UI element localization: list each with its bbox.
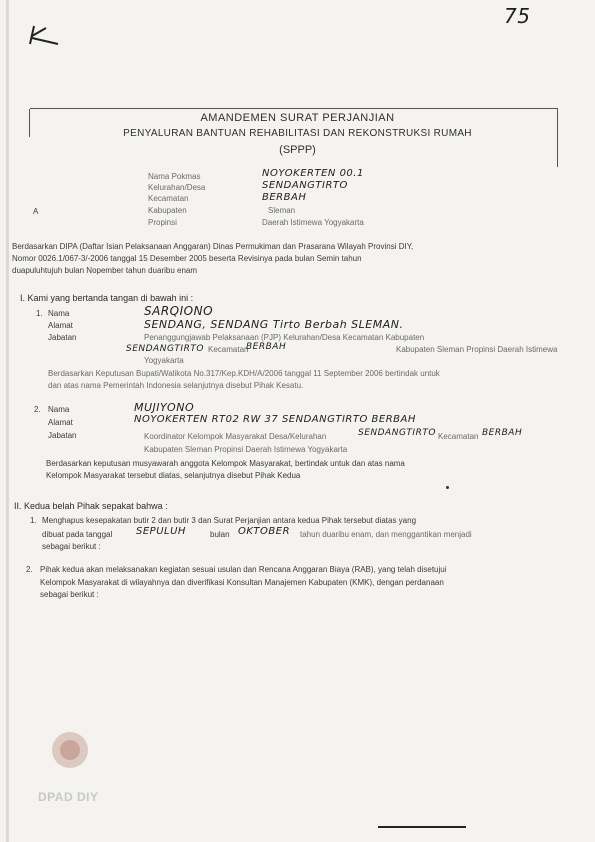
label-nama-pokmas: Nama Pokmas bbox=[148, 172, 201, 181]
party-1-label-jabatan: Jabatan bbox=[48, 333, 77, 342]
item-1-date-month: OKTOBER bbox=[238, 526, 291, 537]
handwritten-check-mark bbox=[24, 20, 64, 50]
party-2-label-jabatan: Jabatan bbox=[48, 431, 77, 440]
party-2-jabatan-desa: SENDANGTIRTO bbox=[358, 428, 436, 438]
party-2-jabatan-line-1: Koordinator Kelompok Masyarakat Desa/Kelurahan bbox=[144, 432, 327, 441]
value-propinsi: Daerah Istimewa Yogyakarta bbox=[262, 218, 364, 227]
party-2-number: 2. bbox=[34, 405, 41, 414]
preamble-line-2: Nomor 0026.1/067-3/-2006 tanggal 15 Desember 2005 beserta Revisinya pada bulan Semin tahun bbox=[12, 254, 362, 263]
item-1-line-1: Menghapus kesepakatan butir 2 dan butir 3 dan Surat Perjanjian antara kedua Pihak tersebut diatas yang bbox=[42, 516, 417, 525]
party-2-jabatan-kecamatan-label: Kecamatan bbox=[438, 432, 479, 441]
party-1-basis-line-1: Berdasarkan Keputusan Bupati/Walikota No.317/Kep.KDH/A/2006 tanggal 11 September 2006 bertindak untuk bbox=[48, 369, 440, 378]
watermark: DPAD DIY bbox=[38, 790, 99, 804]
value-kabupaten: Sleman bbox=[268, 206, 296, 215]
title-line-1: AMANDEMEN SURAT PERJANJIAN bbox=[200, 112, 395, 124]
party-2-name: MUJIYONO bbox=[134, 401, 195, 414]
item-1-date-day: SEPULUH bbox=[136, 526, 186, 537]
item-1-number: 1. bbox=[30, 516, 37, 525]
scan-edge bbox=[6, 0, 9, 842]
party-2-label-nama: Nama bbox=[48, 405, 70, 414]
preamble-line-1: Berdasarkan DIPA (Daftar Isian Pelaksanaan Anggaran) Dinas Permukiman dan Prasarana Wilayah Provinsi DIY, bbox=[12, 242, 414, 251]
party-2-jabatan-line-2: Kabupaten Sleman Propinsi Daerah Istimewa Yogyakarta bbox=[144, 445, 348, 454]
label-propinsi: Propinsi bbox=[148, 218, 177, 227]
preamble-line-3: duapuluhtujuh bulan Nopember tahun duaribu enam bbox=[12, 266, 198, 275]
party-2-jabatan-kecamatan: BERBAH bbox=[482, 428, 523, 438]
item-1-date-label: dibuat pada tanggal bbox=[42, 530, 113, 539]
value-nama-pokmas: NOYOKERTEN 00.1 bbox=[262, 168, 364, 179]
section-1-heading: I. Kami yang bertanda tangan di bawah ini : bbox=[20, 293, 194, 303]
identity-marker: A bbox=[33, 207, 39, 216]
item-2-line-2: Kelompok Masyarakat di wilayahnya dan diverifikasi Konsultan Manajemen Kabupaten (KMK), dengan perdanaan bbox=[40, 578, 444, 587]
section-2-heading: II. Kedua belah Pihak sepakat bahwa : bbox=[14, 501, 168, 511]
bottom-underline bbox=[378, 826, 466, 828]
party-2-basis-line-1: Berdasarkan keputusan musyawarah anggota Kelompok Masyarakat, bertindak untuk dan atas nama bbox=[46, 459, 405, 468]
seal-logo-center bbox=[60, 740, 80, 760]
party-1-label-nama: Nama bbox=[48, 309, 70, 318]
item-2-number: 2. bbox=[26, 565, 33, 574]
item-1-bulan-label: bulan bbox=[210, 530, 230, 539]
party-1-jabatan-line-3: Yogyakarta bbox=[144, 356, 184, 365]
party-1-basis-line-2: dan atas nama Pemerintah Indonesia selanjutnya disebut Pihak Kesatu. bbox=[48, 381, 304, 390]
party-1-jabatan-line-2: Kabupaten Sleman Propinsi Daerah Istimewa bbox=[396, 345, 558, 354]
party-1-jabatan-kecamatan-label: Kecamatan bbox=[208, 345, 249, 354]
value-kecamatan: BERBAH bbox=[262, 192, 307, 203]
value-kelurahan: SENDANGTIRTO bbox=[262, 180, 348, 191]
party-2-label-alamat: Alamat bbox=[48, 418, 73, 427]
item-2-line-1: Pihak kedua akan melaksanakan kegiatan sesuai usulan dan Rencana Anggaran Biaya (RAB), yang telah disetujui bbox=[40, 565, 447, 574]
party-1-jabatan-desa: SENDANGTIRTO bbox=[126, 344, 204, 354]
stray-dot bbox=[446, 486, 449, 489]
item-1-line-3: sebagai berikut : bbox=[42, 542, 101, 551]
page-number: 75 bbox=[504, 4, 531, 28]
item-2-line-3: sebagai berikut : bbox=[40, 590, 99, 599]
party-1-name: SARQIONO bbox=[144, 304, 214, 318]
label-kecamatan: Kecamatan bbox=[148, 194, 189, 203]
party-1-jabatan-kecamatan: BERBAH bbox=[246, 342, 287, 352]
party-2-address: NOYOKERTEN RT02 RW 37 SENDANGTIRTO BERBAH bbox=[134, 414, 416, 425]
label-kabupaten: Kabupaten bbox=[148, 206, 187, 215]
party-2-basis-line-2: Kelompok Masyarakat tersebut diatas, selanjutnya disebut Pihak Kedua bbox=[46, 471, 301, 480]
party-1-jabatan-line-1: Penanggungjawab Pelaksanaan (PJP) Kelurahan/Desa Kecamatan Kabupaten bbox=[144, 333, 425, 342]
party-1-address: SENDANG, SENDANG Tirto Berbah SLEMAN. bbox=[144, 318, 404, 331]
title-line-3: (SPPP) bbox=[279, 144, 316, 156]
party-1-number: 1. bbox=[36, 309, 43, 318]
title-line-2: PENYALURAN BANTUAN REHABILITASI DAN REKONSTRUKSI RUMAH bbox=[123, 128, 472, 139]
label-kelurahan: Kelurahan/Desa bbox=[148, 183, 206, 192]
item-1-line-2-tail: tahun duaribu enam, dan menggantikan menjadi bbox=[300, 530, 472, 539]
party-1-label-alamat: Alamat bbox=[48, 321, 73, 330]
